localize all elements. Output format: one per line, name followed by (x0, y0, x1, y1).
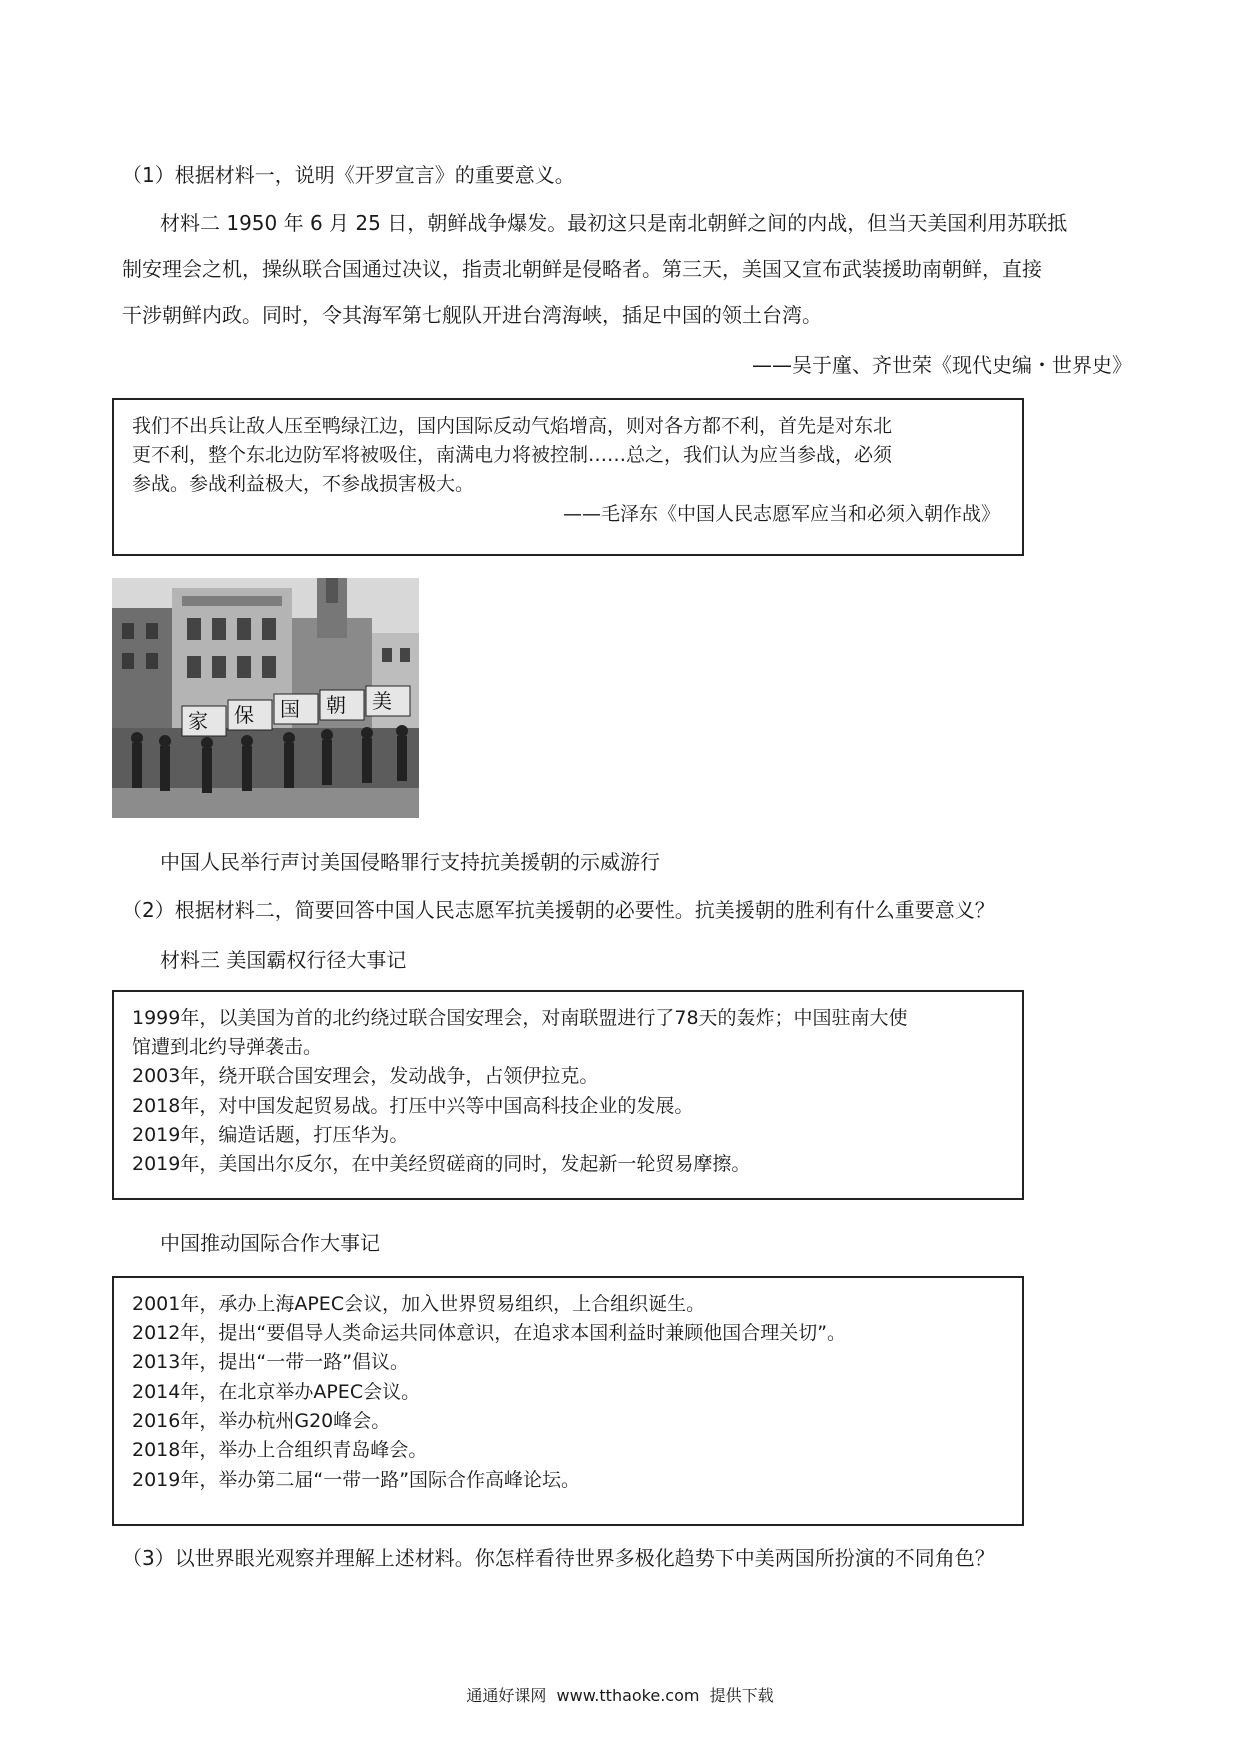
mao-quote-source: ——毛泽东《中国人民志愿军应当和必须入朝作战》 (562, 503, 1000, 525)
demonstration-photo-illustration (112, 578, 419, 818)
us-event-1-cont: 馆遭到北约导弹袭击。 (132, 1036, 323, 1058)
mao-quote-box (112, 398, 1024, 556)
photo-caption: 中国人民举行声讨美国侵略罪行支持抗美援朝的示威游行 (160, 850, 660, 874)
mao-quote-line-2: 更不利，整个东北边防军将被吸住，南满电力将被控制……总之，我们认为应当参战，必须 (132, 444, 893, 466)
material-2-line-1: 材料二 1950 年 6 月 25 日，朝鲜战争爆发。最初这只是南北朝鲜之间的内战，但当天美国利用苏联抵 (160, 211, 1068, 235)
china-event-6: 2018年，举办上合组织青岛峰会。 (132, 1439, 428, 1461)
material-2-line-3: 干涉朝鲜内政。同时，令其海军第七舰队开进台湾海峡，插足中国的领土台湾。 (122, 303, 822, 327)
sign-char-1: 家 (188, 709, 208, 733)
china-event-7: 2019年，举办第二届“一带一路”国际合作高峰论坛。 (132, 1469, 581, 1491)
china-event-5: 2016年，举办杭州G20峰会。 (132, 1410, 391, 1432)
china-event-2: 2012年，提出“要倡导人类命运共同体意识，在追求本国利益时兼顾他国合理关切”。 (132, 1322, 847, 1344)
china-event-3: 2013年，提出“一带一路”倡议。 (132, 1351, 410, 1373)
us-event-4: 2019年，编造话题，打压华为。 (132, 1124, 409, 1146)
material-3-title: 材料三 美国霸权行径大事记 (160, 948, 407, 972)
china-event-1: 2001年，承办上海APEC会议，加入世界贸易组织，上合组织诞生。 (132, 1293, 706, 1315)
sign-char-5: 美 (372, 689, 392, 713)
question-1: （1）根据材料一，说明《开罗宣言》的重要意义。 (122, 163, 575, 187)
us-event-5: 2019年，美国出尔反尔，在中美经贸磋商的同时，发起新一轮贸易摩擦。 (132, 1153, 751, 1175)
china-events-box (112, 1276, 1024, 1526)
material-2-source: ——吴于廑、齐世荣《现代史编・世界史》 (752, 353, 1132, 377)
demonstration-photo (112, 578, 419, 818)
us-event-2: 2003年，绕开联合国安理会，发动战争，占领伊拉克。 (132, 1065, 599, 1087)
sign-char-3: 国 (280, 697, 300, 721)
mao-quote-line-3: 参战。参战利益极大，不参战损害极大。 (132, 473, 475, 495)
material-2-line-2: 制安理会之机，操纵联合国通过决议，指责北朝鲜是侵略者。第三天，美国又宣布武装援助南朝鲜，直接 (122, 257, 1042, 281)
sign-char-2: 保 (234, 703, 254, 727)
sign-char-4: 朝 (326, 693, 346, 717)
china-events-title: 中国推动国际合作大事记 (160, 1231, 380, 1255)
china-event-4: 2014年，在北京举办APEC会议。 (132, 1381, 421, 1403)
us-event-1: 1999年，以美国为首的北约绕过联合国安理会，对南联盟进行了78天的轰炸；中国驻南大使 (132, 1007, 908, 1029)
us-event-3: 2018年，对中国发起贸易战。打压中兴等中国高科技企业的发展。 (132, 1095, 694, 1117)
page-footer: 通通好课网 www.tthaoke.com 提供下载 (466, 1686, 774, 1705)
question-3: （3）以世界眼光观察并理解上述材料。你怎样看待世界多极化趋势下中美两国所扮演的不同角色？ (122, 1546, 995, 1570)
us-events-box (112, 990, 1024, 1200)
question-2: （2）根据材料二，简要回答中国人民志愿军抗美援朝的必要性。抗美援朝的胜利有什么重要意义？ (122, 898, 995, 922)
mao-quote-line-1: 我们不出兵让敌人压至鸭绿江边，国内国际反动气焰增高，则对各方都不利，首先是对东北 (132, 415, 893, 437)
